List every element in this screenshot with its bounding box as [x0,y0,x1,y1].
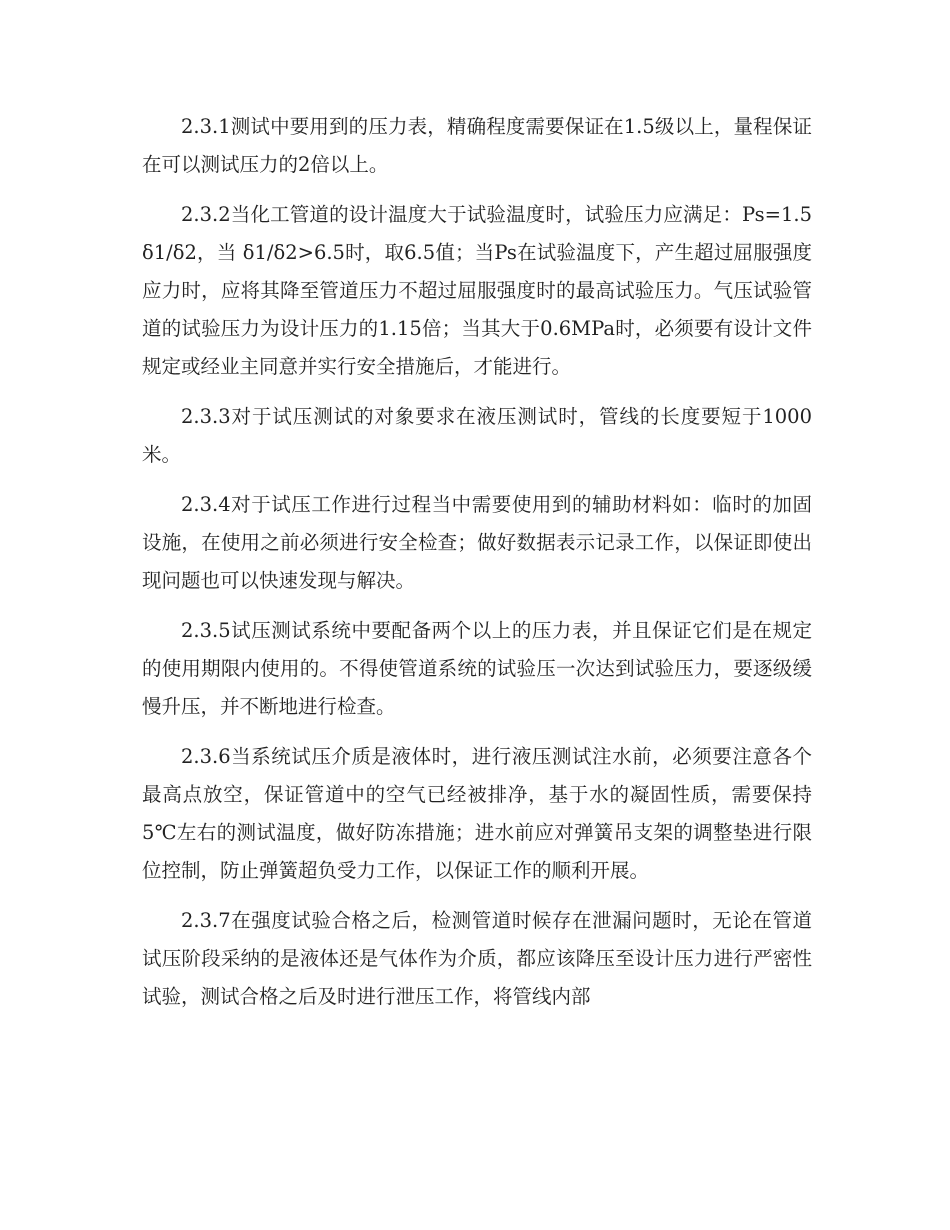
paragraph-2-3-4: 2.3.4对于试压工作进行过程当中需要使用到的辅助材料如：临时的加固设施，在使用之前必须进行安全检查；做好数据表示记录工作，以保证即使出现问题也可以快速发现与解决。 [142,493,812,592]
paragraph-2-3-2: 2.3.2当化工管道的设计温度大于试验温度时，试验压力应满足：Ps=1.5δ1/δ2，当 δ1/δ2>6.5时，取6.5值；当Ps在试验温度下，产生超过屈服强度应力时，应将其降至管道压力不超过屈服强度时的最高试验压力。气压试验管道的试验压力为设计压力的1.15倍；当其大于0.6MPa时，必须要有设计文件规定或经业主同意并实行安全措施后，才能进行。 [142,203,812,378]
paragraph-2-3-3: 2.3.3对于试压测试的对象要求在液压测试时，管线的长度要短于1000米。 [142,405,812,466]
document-body [142,108,812,1028]
paragraph-2-3-6: 2.3.6当系统试压介质是液体时，进行液压测试注水前，必须要注意各个最高点放空，保证管道中的空气已经被排净，基于水的凝固性质，需要保持5℃左右的测试温度，做好防冻措施；进水前应对弹簧吊支架的调整垫进行限位控制，防止弹簧超负受力工作，以保证工作的顺利开展。 [142,745,812,882]
paragraph-2-3-7: 2.3.7在强度试验合格之后，检测管道时候存在泄漏问题时，无论在管道试压阶段采纳的是液体还是气体作为介质，都应该降压至设计压力进行严密性试验，测试合格之后及时进行泄压工作，将管线内部 [142,909,812,1008]
paragraph-2-3-5: 2.3.5试压测试系统中要配备两个以上的压力表，并且保证它们是在规定的使用期限内使用的。不得使管道系统的试验压一次达到试验压力，要逐级缓慢升压，并不断地进行检查。 [142,619,812,718]
paragraph-2-3-1: 2.3.1测试中要用到的压力表，精确程度需要保证在1.5级以上，量程保证在可以测试压力的2倍以上。 [142,115,812,176]
